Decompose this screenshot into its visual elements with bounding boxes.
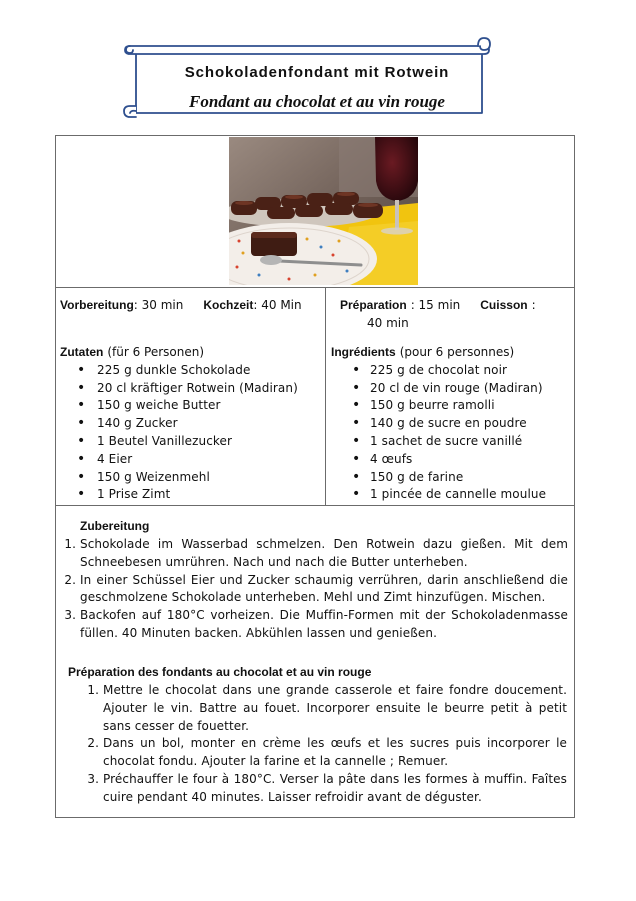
ingredient-item: • 4 Eier [60, 451, 325, 469]
ingredient-list [60, 362, 325, 504]
prep-time-label: Vorbereitung [60, 298, 134, 312]
ingredient-item: • 4 œufs [331, 451, 574, 469]
step-item: 2. In einer Schüssel Eier und Zucker schaumig verrühren, darin anschließend die geschmolzene Schokolade unterheben. Mehl und Zimt hinzufügen. Mischen. [80, 572, 568, 608]
ingredients-label: Zutaten [60, 345, 104, 359]
ingredient-list [331, 362, 574, 504]
ingredient-item: • 1 pincée de cannelle moulue [331, 486, 574, 504]
step-item: 1. Mettre le chocolat dans une grande casserole et faire fondre doucement. Ajouter le vin. Battre au fouet. Incorporer ensuite le beurre petit à petit sans cesser de fouetter. [103, 682, 567, 735]
german-column [56, 288, 325, 505]
ingredient-item: • 225 g de chocolat noir [331, 362, 574, 380]
ingredient-item: • 150 g Weizenmehl [60, 469, 325, 487]
german-ingredients [60, 344, 325, 504]
recipe-title-german: Schokoladenfondant mit Rotwein [184, 64, 450, 81]
ingredient-item: • 150 g de farine [331, 469, 574, 487]
method-section [56, 506, 574, 817]
french-column [326, 288, 574, 505]
servings-note: (für 6 Personen) [107, 345, 205, 359]
step-item: 3. Backofen auf 180°C vorheizen. Die Muffin-Formen mit der Schokoladenmasse füllen. 40 Minuten backen. Abkühlen lassen und genießen. [80, 607, 568, 643]
wine-glass [375, 137, 418, 201]
ingredients-heading [60, 344, 325, 362]
ingredient-item: • 150 g beurre ramolli [331, 397, 574, 415]
cook-time-value: : 40 Min [253, 298, 302, 312]
ingredients-heading [331, 344, 574, 362]
ingredient-item: • 140 g Zucker [60, 415, 325, 433]
cook-time-label: Kochzeit [203, 298, 254, 312]
ingredient-item: • 1 sachet de sucre vanillé [331, 433, 574, 451]
step-item: 2. Dans un bol, monter en crème les œufs et les sucres puis incorporer le chocolat fondu. Ajouter la farine et la cannelle ; Remuer. [103, 735, 567, 771]
recipe-title-french: Fondant au chocolat et au vin rouge [189, 92, 445, 111]
french-steps [103, 682, 567, 807]
cook-time-value: : 40 min [367, 298, 536, 330]
ingredient-item: • 20 cl kräftiger Rotwein (Madiran) [60, 380, 325, 398]
ingredient-item: • 150 g weiche Butter [60, 397, 325, 415]
prep-time-label: Préparation [340, 298, 407, 312]
prep-time-value: : 15 min [410, 298, 461, 312]
ingredient-item: • 225 g dunkle Schokolade [60, 362, 325, 380]
ingredient-item: • 1 Prise Zimt [60, 486, 325, 504]
ingredients-label: Ingrédients [331, 345, 396, 359]
step-item: 3. Préchauffer le four à 180°C. Verser la pâte dans les formes à muffin. Faîtes cuire pendant 40 minutes. Laisser refroidir avant de déguster. [103, 771, 567, 807]
cook-time-label: Cuisson [480, 298, 528, 312]
german-times [60, 297, 302, 315]
ingredient-item: • 20 cl de vin rouge (Madiran) [331, 380, 574, 398]
step-item: 1. Schokolade im Wasserbad schmelzen. Den Rotwein dazu gießen. Mit dem Schneebesen umrühren. Nach und nach die Butter unterheben. [80, 536, 568, 572]
servings-note: (pour 6 personnes) [399, 345, 515, 359]
french-method-title: Préparation des fondants au chocolat et au vin rouge [68, 665, 372, 679]
french-ingredients [331, 344, 574, 504]
german-method-title: Zubereitung [80, 519, 150, 533]
recipe-photo [229, 137, 418, 285]
ingredient-item: • 1 Beutel Vanillezucker [60, 433, 325, 451]
french-times [326, 297, 542, 333]
ingredient-item: • 140 g de sucre en poudre [331, 415, 574, 433]
prep-time-value: : 30 min [133, 298, 184, 312]
recipe-table [55, 135, 575, 818]
german-steps [80, 536, 568, 643]
